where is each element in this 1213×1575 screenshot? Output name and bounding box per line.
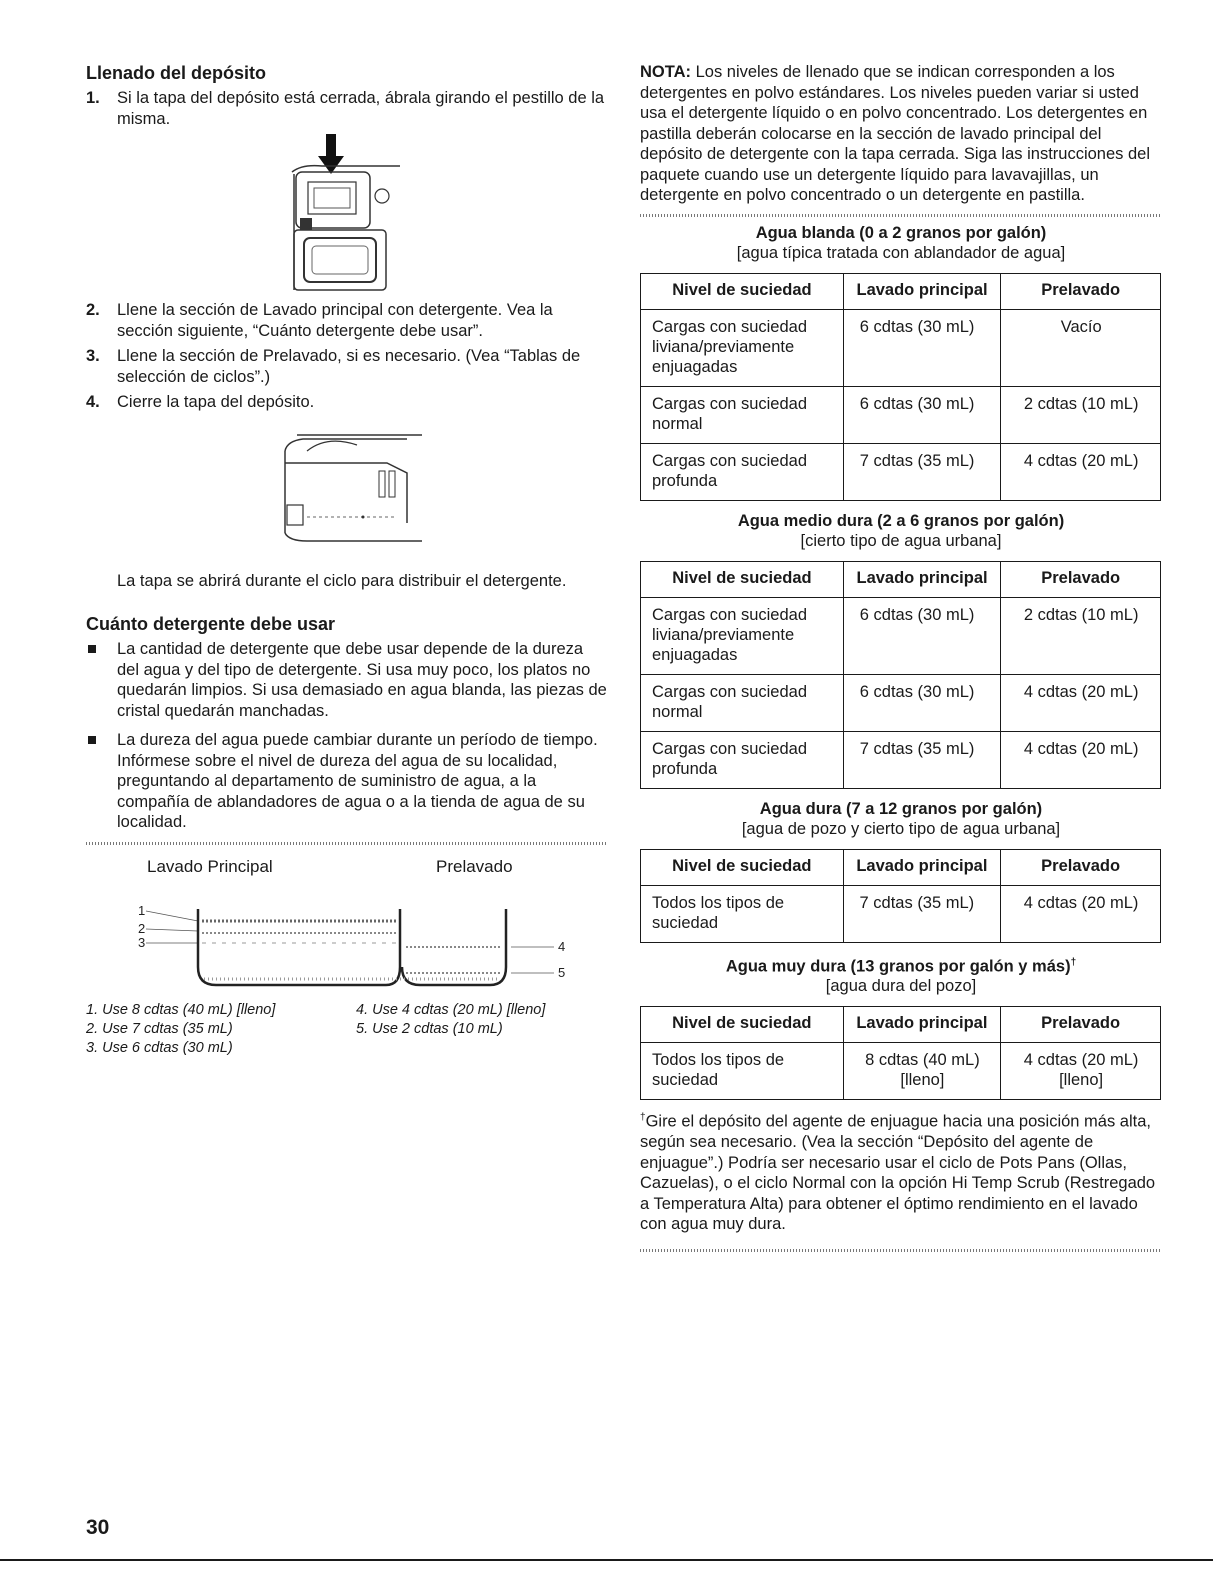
- cell-main: 7 cdtas (35 mL): [843, 885, 1001, 942]
- cell-pre: 4 cdtas (20 mL): [1001, 443, 1161, 500]
- note-paragraph: [640, 62, 1162, 206]
- cell-soil: Cargas con suciedad normal: [641, 674, 844, 731]
- steps-list-a: [86, 88, 608, 129]
- cell-soil: Todos los tipos de suciedad: [641, 885, 844, 942]
- bullet-item: La dureza del agua puede cambiar durante un período de tiempo. Infórmese sobre el nivel de dureza del agua de su localidad, preguntando al departamento de suministro de agua, a la compañía de ablandadores de agua o a la tienda de agua de su localidad.: [86, 730, 608, 833]
- step-number: 4.: [86, 393, 100, 411]
- how-much-heading: Cuánto detergente debe usar: [86, 614, 336, 634]
- legend-item: 5. Use 2 cdtas (10 mL): [356, 1020, 503, 1037]
- table-title: Agua blanda (0 a 2 granos por galón): [755, 223, 1047, 242]
- dotted-divider: [640, 1249, 1162, 1252]
- table-heading: [640, 953, 1162, 997]
- step-text: Si la tapa del depósito está cerrada, ábrala girando el pestillo de la misma.: [117, 89, 605, 128]
- header-prewash: Prelavado: [1001, 849, 1161, 885]
- note-label: NOTA:: [640, 63, 692, 81]
- cell-pre: Vacío: [1001, 309, 1161, 386]
- cell-main: 6 cdtas (30 mL): [843, 386, 1001, 443]
- marker-5: 5: [558, 964, 566, 980]
- table-subtitle: [agua dura del pozo]: [825, 977, 977, 995]
- cell-main: 6 cdtas (30 mL): [843, 309, 1001, 386]
- step-number: 2.: [86, 301, 100, 319]
- dagger-mark: †: [1070, 956, 1077, 968]
- step-2: [86, 300, 608, 341]
- cell-pre: 2 cdtas (10 mL): [1001, 597, 1161, 674]
- left-column: [86, 62, 608, 1058]
- table-header-row: [641, 273, 1161, 309]
- steps-list-b: [86, 300, 608, 413]
- marker-3: 3: [138, 934, 146, 950]
- cell-main: 6 cdtas (30 mL): [843, 674, 1001, 731]
- bottom-rule: [0, 1559, 1213, 1561]
- legend-item: 3. Use 6 cdtas (30 mL): [86, 1039, 233, 1056]
- legend-item: 2. Use 7 cdtas (35 mL): [86, 1020, 233, 1037]
- table-heading: [640, 223, 1162, 263]
- label-prewash: Prelavado: [436, 856, 513, 876]
- detergent-table-medium-hard: [640, 561, 1161, 789]
- table-row: [641, 309, 1161, 386]
- header-prewash: Prelavado: [1001, 273, 1161, 309]
- table-subtitle: [cierto tipo de agua urbana]: [800, 531, 1002, 550]
- table-heading: [640, 799, 1162, 839]
- table-row: [641, 674, 1161, 731]
- header-main-wash: Lavado principal: [843, 1007, 1001, 1043]
- step-3: [86, 346, 608, 387]
- cell-soil: Todos los tipos de suciedad: [641, 1043, 844, 1100]
- step-1: [86, 88, 608, 129]
- table-title: Agua dura (7 a 12 granos por galón): [759, 799, 1043, 818]
- header-prewash: Prelavado: [1001, 1007, 1161, 1043]
- bullet-list: [86, 639, 608, 833]
- step-text: Llene la sección de Lavado principal con detergente. Vea la sección siguiente, “Cuánto detergente debe usar”.: [117, 301, 553, 340]
- legend-item: 4. Use 4 cdtas (20 mL) [lleno]: [356, 1001, 546, 1018]
- header-soil-level: Nivel de suciedad: [641, 1007, 844, 1043]
- table-title: Agua medio dura (2 a 6 granos por galón): [737, 511, 1065, 530]
- fill-heading: Llenado del depósito: [86, 63, 267, 83]
- header-main-wash: Lavado principal: [843, 561, 1001, 597]
- footnote-text: Gire el depósito del agente de enjuague hacia una posición más alta, según sea necesario. (Vea la sección “Depósito del agente de enjuague”.) Podría ser necesario usar el ciclo de Pots Pans (Ollas, Cazuelas), o el ciclo Normal con la opción Hi Temp Scrub (Restregado a Temperatura Alta) para obtener el óptimo rendimiento en el lavado con agua muy dura.: [640, 1112, 1156, 1233]
- footnote: [640, 1108, 1162, 1235]
- header-main-wash: Lavado principal: [843, 849, 1001, 885]
- cell-main: 6 cdtas (30 mL): [843, 597, 1001, 674]
- table-row: [641, 885, 1161, 942]
- table-heading: [640, 511, 1162, 551]
- table-subtitle: [agua típica tratada con ablandador de agua]: [736, 243, 1066, 262]
- cell-pre: 4 cdtas (20 mL) [lleno]: [1001, 1043, 1161, 1100]
- detergent-table-hard: [640, 849, 1161, 943]
- cell-soil: Cargas con suciedad profunda: [641, 443, 844, 500]
- marker-4: 4: [558, 938, 566, 954]
- table-title-text: Agua muy dura (13 granos por galón y más): [725, 957, 1071, 975]
- right-column: [640, 62, 1162, 1252]
- table-header-row: [641, 1007, 1161, 1043]
- step-4: [86, 392, 608, 413]
- header-soil-level: Nivel de suciedad: [641, 849, 844, 885]
- step-text: Cierre la tapa del depósito.: [117, 393, 315, 411]
- legend-left: [86, 1001, 356, 1058]
- fill-level-diagram: [86, 887, 608, 997]
- cell-pre: 2 cdtas (10 mL): [1001, 386, 1161, 443]
- note-text: Los niveles de llenado que se indican corresponden a los detergentes en polvo estándares. Los niveles pueden variar si usted usa el detergente líquido o en polvo concentrado. Los detergentes en pastilla deberán colocarse en la sección de lavado principal del depósito de detergente con la tapa cerrada. Siga las instrucciones del paquete cuando use un detergente líquido para lavavajillas, un detergente en polvo concentrado o un detergente en pastilla.: [640, 63, 1150, 204]
- table-row: [641, 443, 1161, 500]
- marker-2: 2: [138, 920, 146, 936]
- footnote-mark: †: [640, 1112, 646, 1123]
- cell-soil: Cargas con suciedad normal: [641, 386, 844, 443]
- legend-right: [356, 1001, 626, 1058]
- table-row: [641, 1043, 1161, 1100]
- dispenser-open-illustration: [282, 134, 412, 294]
- table-row: [641, 731, 1161, 788]
- cell-soil: Cargas con suciedad profunda: [641, 731, 844, 788]
- step-text: Llene la sección de Prelavado, si es necesario. (Vea “Tablas de selección de ciclos”.): [117, 347, 581, 386]
- detergent-table-soft: [640, 273, 1161, 501]
- cell-main: 7 cdtas (35 mL): [843, 443, 1001, 500]
- step-number: 1.: [86, 89, 100, 107]
- cell-main: 8 cdtas (40 mL) [lleno]: [843, 1043, 1001, 1100]
- cell-soil: Cargas con suciedad liviana/previamente enjuagadas: [641, 597, 844, 674]
- detergent-table-very-hard: [640, 1006, 1161, 1100]
- legend-item: 1. Use 8 cdtas (40 mL) [lleno]: [86, 1001, 276, 1018]
- label-main-wash: Lavado Principal: [147, 856, 273, 876]
- dotted-divider: [86, 842, 608, 845]
- table-row: [641, 386, 1161, 443]
- header-soil-level: Nivel de suciedad: [641, 273, 844, 309]
- dotted-divider: [640, 214, 1162, 217]
- dispenser-closed-illustration: [267, 433, 427, 553]
- cell-soil: Cargas con suciedad liviana/previamente enjuagadas: [641, 309, 844, 386]
- table-header-row: [641, 849, 1161, 885]
- cell-pre: 4 cdtas (20 mL): [1001, 885, 1161, 942]
- diagram-legend: [86, 1001, 608, 1058]
- cell-pre: 4 cdtas (20 mL): [1001, 674, 1161, 731]
- table-title: [640, 953, 1162, 977]
- header-soil-level: Nivel de suciedad: [641, 561, 844, 597]
- table-row: [641, 597, 1161, 674]
- header-prewash: Prelavado: [1001, 561, 1161, 597]
- table-header-row: [641, 561, 1161, 597]
- diagram-labels: [86, 857, 608, 883]
- header-main-wash: Lavado principal: [843, 273, 1001, 309]
- page-number: 30: [86, 1516, 110, 1539]
- bullet-item: La cantidad de detergente que debe usar depende de la dureza del agua y del tipo de detergente. Si usa muy poco, los platos no quedarán limpios. Si usa demasiado en agua blanda, las piezas de cristal quedarán manchadas.: [86, 639, 608, 721]
- cell-main: 7 cdtas (35 mL): [843, 731, 1001, 788]
- table-subtitle: [agua de pozo y cierto tipo de agua urbana]: [741, 819, 1061, 838]
- step-number: 3.: [86, 347, 100, 365]
- cell-pre: 4 cdtas (20 mL): [1001, 731, 1161, 788]
- lid-caption: La tapa se abrirá durante el ciclo para distribuir el detergente.: [117, 571, 567, 590]
- marker-1: 1: [138, 902, 146, 918]
